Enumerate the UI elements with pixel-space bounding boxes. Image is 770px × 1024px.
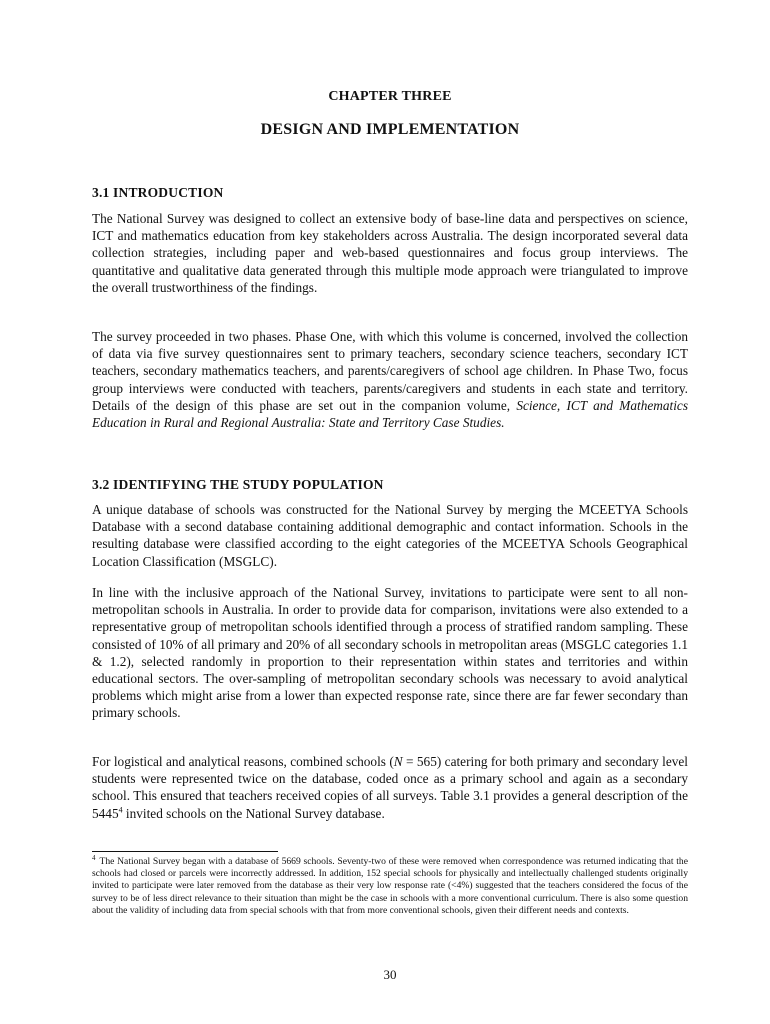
chapter-title: DESIGN AND IMPLEMENTATION (260, 121, 520, 138)
paragraph-text: The survey proceeded in two phases. Phase One, with which this volume is concerned, involved the collection of data via five survey questionnaires sent to primary teachers, secondary science teachers, secondary ICT teachers, secondary mathematics teachers, and parents/caregivers of school age children. In Phase Two, focus group interviews were conducted with teachers, parents/caregivers and students in each state and territory. Details of the design of this phase are set out in the companion volume, (92, 329, 688, 413)
paragraph-introduction-2 (92, 328, 688, 431)
footnote-text: The National Survey began with a database of 5669 schools. Seventy-two of these were removed when correspondence was returned indicating that the schools had closed or parcels were incorrectly addressed. In addition, 152 special schools for physically and intellectually challenged students originally invited to participate were later removed from the database as their very low response rate (<4%) suggested that the teachers considered the focus of the survey to be of less direct relevance to their situation than might be the case in schools with a more conventional curriculum. There is also some question about the validity of including data from special schools with that from more conventional schools, given their different needs and contexts. (92, 856, 688, 916)
footnote-mark: 4 (92, 853, 96, 862)
footnote (92, 853, 688, 917)
section-heading-study-population: 3.2 IDENTIFYING THE STUDY POPULATION (92, 477, 384, 492)
paragraph-text: invited schools on the National Survey database. (122, 805, 385, 821)
paragraph-population-3 (92, 753, 688, 822)
document-page (92, 0, 688, 1024)
footnote-reference: 4 (118, 805, 123, 815)
paragraph-population-2: In line with the inclusive approach of the National Survey, invitations to participate were sent to all non-metropolitan schools in Australia. In order to provide data for comparison, invitations were also extended to a representative group of metropolitan schools identified through a process of stratified random sampling. These consisted of 10% of all primary and 20% of all secondary schools in metropolitan areas (MSGLC categories 1.1 & 1.2), selected randomly in proportion to their representation within states and territories and within educational sectors. The over-sampling of metropolitan secondary schools was necessary to avoid analytical problems which might arise from a lower than expected response rate, since there are far fewer secondary than primary schools. (92, 585, 688, 721)
section-heading-introduction: 3.1 INTRODUCTION (92, 185, 224, 200)
paragraph-population-1: A unique database of schools was constructed for the National Survey by merging the MCEETYA Schools Database with a second database containing additional demographic and contact information. Schools in the resulting database were classified according to the eight categories of the MCEETYA Schools Geographical Location Classification (MSGLC). (92, 502, 688, 569)
paragraph-introduction-1: The National Survey was designed to collect an extensive body of base-line data and perspectives on science, ICT and mathematics education from key stakeholders across Australia. The design incorporated several data collection strategies, including paper and web-based questionnaires and focus group interviews. The quantitative and qualitative data generated through this multiple mode approach were triangulated to improve the overall trustworthiness of the findings. (92, 211, 688, 295)
chapter-label: CHAPTER THREE (328, 89, 452, 104)
page-number: 30 (383, 967, 397, 982)
paragraph-text: For logistical and analytical reasons, combined schools ( (92, 754, 394, 769)
paragraph-text: = 565) catering for both primary and secondary level students were represented twice on the database, coded once as a primary school and again as a secondary school. This ensured that teachers received copies of all surveys. Table 3.1 provides a general description of the 5445 (92, 754, 688, 821)
n-symbol: N (393, 754, 403, 769)
footnote-divider (92, 851, 278, 852)
companion-volume-title: Science, ICT and Mathematics Education in Rural and Regional Australia: State and Territory Case Studies. (92, 397, 688, 431)
